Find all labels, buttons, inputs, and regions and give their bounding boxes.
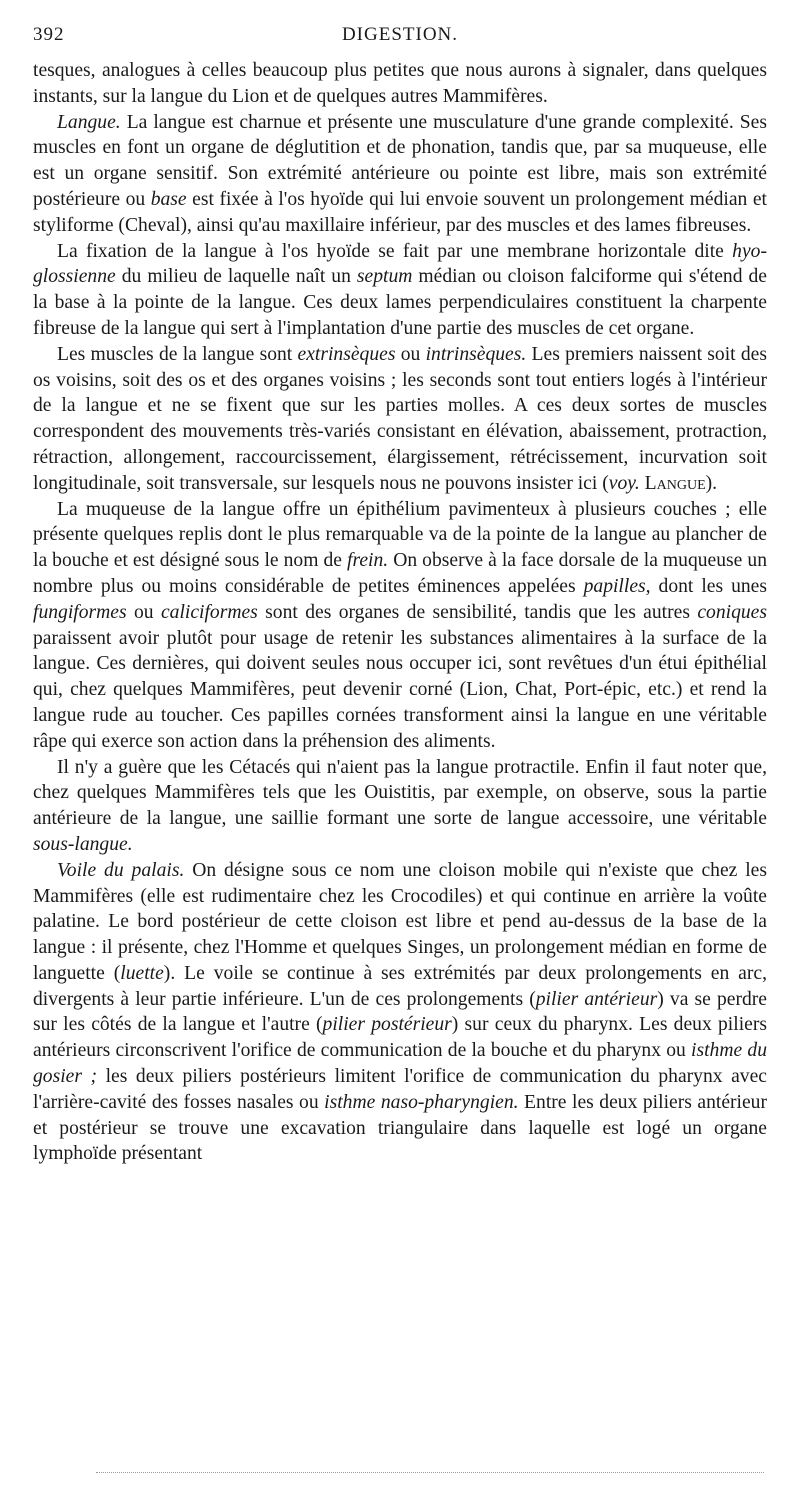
italic-term: hyo-glossienne xyxy=(33,240,767,288)
text-run: Les premiers naissent soit des os voisins, soit des os et des organes voisins ; les seconds sont tout entiers logés à l'intérieur de la langue et ne se fixent que sur les parties molles. A ces deux sortes de muscles correspondent des mouvements très-variés consistant en élévation, abaissement, protraction, rétraction, allongement, raccourcissement, élargissement, rétrécissement, incurvation soit longitudinale, soit transversale, sur lesquels nous ne pouvons insister ici ( xyxy=(33,343,767,494)
text-run: La langue est charnue et présente une musculature d'une grande complexité. Ses muscles en font un organe de déglutition et de phonation, tandis que, par sa muqueuse, elle est un organe sensitif. Son extrémité antérieure ou pointe est libre, mais son extrémité postérieure ou xyxy=(33,111,767,210)
italic-term: voy. xyxy=(608,472,640,494)
italic-term: pilier postérieur xyxy=(322,1014,452,1036)
italic-term: papilles, xyxy=(583,575,651,597)
text-run: les deux piliers postérieurs limitent l'orifice de communication du pharynx avec l'arrière-cavité des fosses nasales ou xyxy=(33,1066,767,1113)
italic-term: Langue. xyxy=(57,111,121,133)
text-run: Les muscles de la langue sont xyxy=(57,343,298,365)
italic-term: extrinsèques xyxy=(297,343,396,365)
paragraph-muqueuse xyxy=(33,497,767,755)
italic-term: coniques xyxy=(697,601,767,623)
document-page xyxy=(33,24,767,1167)
text-run: Entre les deux piliers antérieur et postérieur se trouve une excavation triangulaire dans laquelle est logé un organe lymphoïde présentant xyxy=(33,1091,767,1165)
paragraph-cetaces xyxy=(33,755,767,858)
italic-term: isthme naso-pharyngien. xyxy=(324,1091,519,1113)
text-run: du milieu de laquelle naît un xyxy=(115,266,357,288)
italic-term: fungiformes xyxy=(33,601,127,623)
text-run: ). Le voile se continue à ses extrémités par deux prolongements en arc, divergents à leur partie inférieure. L'un de ces prolongements ( xyxy=(33,962,767,1010)
text-run: médian ou cloison falciforme qui s'étend de la base à la pointe de la langue. Ces deux lames perpendiculaires constituent la charpente fibreuse de la langue qui sert à l'implantation d'une partie des muscles de cet organe. xyxy=(33,266,767,339)
small-caps-ref: Langue xyxy=(644,472,706,494)
text-run: ). xyxy=(705,472,718,494)
footer-dotted-rule xyxy=(96,1472,764,1473)
italic-term: luette xyxy=(120,962,164,984)
text-run: ou xyxy=(395,343,426,365)
italic-term: Voile du palais. xyxy=(57,859,185,881)
text-run: ) va se perdre sur les côtés de la langue et l'autre ( xyxy=(33,988,767,1036)
text-run: ) sur ceux du pharynx. Les deux piliers antérieurs circonscrivent l'orifice de communication de la bouche et du pharynx ou xyxy=(33,1014,767,1062)
running-title: DIGESTION. xyxy=(341,24,459,45)
italic-term: septum xyxy=(356,266,413,288)
italic-term: base xyxy=(150,188,187,210)
text-run: On désigne sous ce nom une cloison mobile qui n'existe que chez les Mammifères (elle est rudimentaire chez les Crocodiles) et qui continue en arrière la voûte palatine. Le bord postérieur de cette cloison est libre et pend au-dessus de la base de la langue : il présente, chez l'Homme et quelques Singes, un prolongement médian en forme de languette ( xyxy=(33,859,767,984)
paragraph-muscles xyxy=(33,342,767,497)
italic-term: isthme du gosier ; xyxy=(33,1040,767,1088)
text-run: dont les unes xyxy=(650,575,767,597)
text-run: paraissent avoir plutôt pour usage de retenir les substances alimentaires à la surface de la langue. Ces dernières, qui doivent seules nous occuper ici, sont revêtues d'un étui épithélial qui, chez quelques Mammifères, peut devenir corné (Lion, Chat, Port-épic, etc.) et rend la langue rude au toucher. Ces papilles cornées transforment ainsi la langue en une véritable râpe qui exerce son action dans la préhension des aliments. xyxy=(33,627,767,752)
italic-term: caliciformes xyxy=(160,601,258,623)
text-run: Il n'y a guère que les Cétacés qui n'aient pas la langue protractile. Enfin il faut noter que, chez quelques Mammifères tels que les Ouistitis, par exemple, on observe, sous la partie antérieure de la langue, une saillie formant une sorte de langue accessoire, une véritable xyxy=(33,756,767,830)
paragraph-langue xyxy=(33,110,767,239)
page-header xyxy=(33,24,767,58)
paragraph-voile-du-palais xyxy=(33,858,767,1168)
text-run: sont des organes de sensibilité, tandis que les autres xyxy=(257,601,698,623)
italic-term: sous-langue. xyxy=(33,833,133,855)
text-run: ou xyxy=(126,601,161,623)
italic-term: intrinsèques. xyxy=(425,343,527,365)
text-run: La muqueuse de la langue offre un épithélium pavimenteux à plusieurs couches ; elle présente quelques replis dont le plus remarquable va de la pointe de la langue au plancher de la bouche et est désigné sous le nom de xyxy=(33,498,767,572)
italic-term: pilier antérieur xyxy=(535,988,658,1010)
text-run: La fixation de la langue à l'os hyoïde se fait par une membrane horizontale dite xyxy=(57,240,733,262)
page-number: 392 xyxy=(33,24,65,45)
text-run: est fixée à l'os hyoïde qui lui envoie souvent un prolongement médian et styliforme (Cheval), ainsi qu'au maxillaire inférieur, par des muscles et des lames fibreuses. xyxy=(33,188,767,236)
italic-term: frein. xyxy=(347,550,389,572)
paragraph-fixation xyxy=(33,239,767,342)
text-run: tesques, analogues à celles beaucoup plus petites que nous aurons à signaler, dans quelques instants, sur la langue du Lion et de quelques autres Mammifères. xyxy=(33,60,767,107)
paragraph-continued xyxy=(33,58,767,110)
text-run: On observe à la face dorsale de la muqueuse un nombre plus ou moins considérable de petites éminences appelées xyxy=(33,550,767,597)
